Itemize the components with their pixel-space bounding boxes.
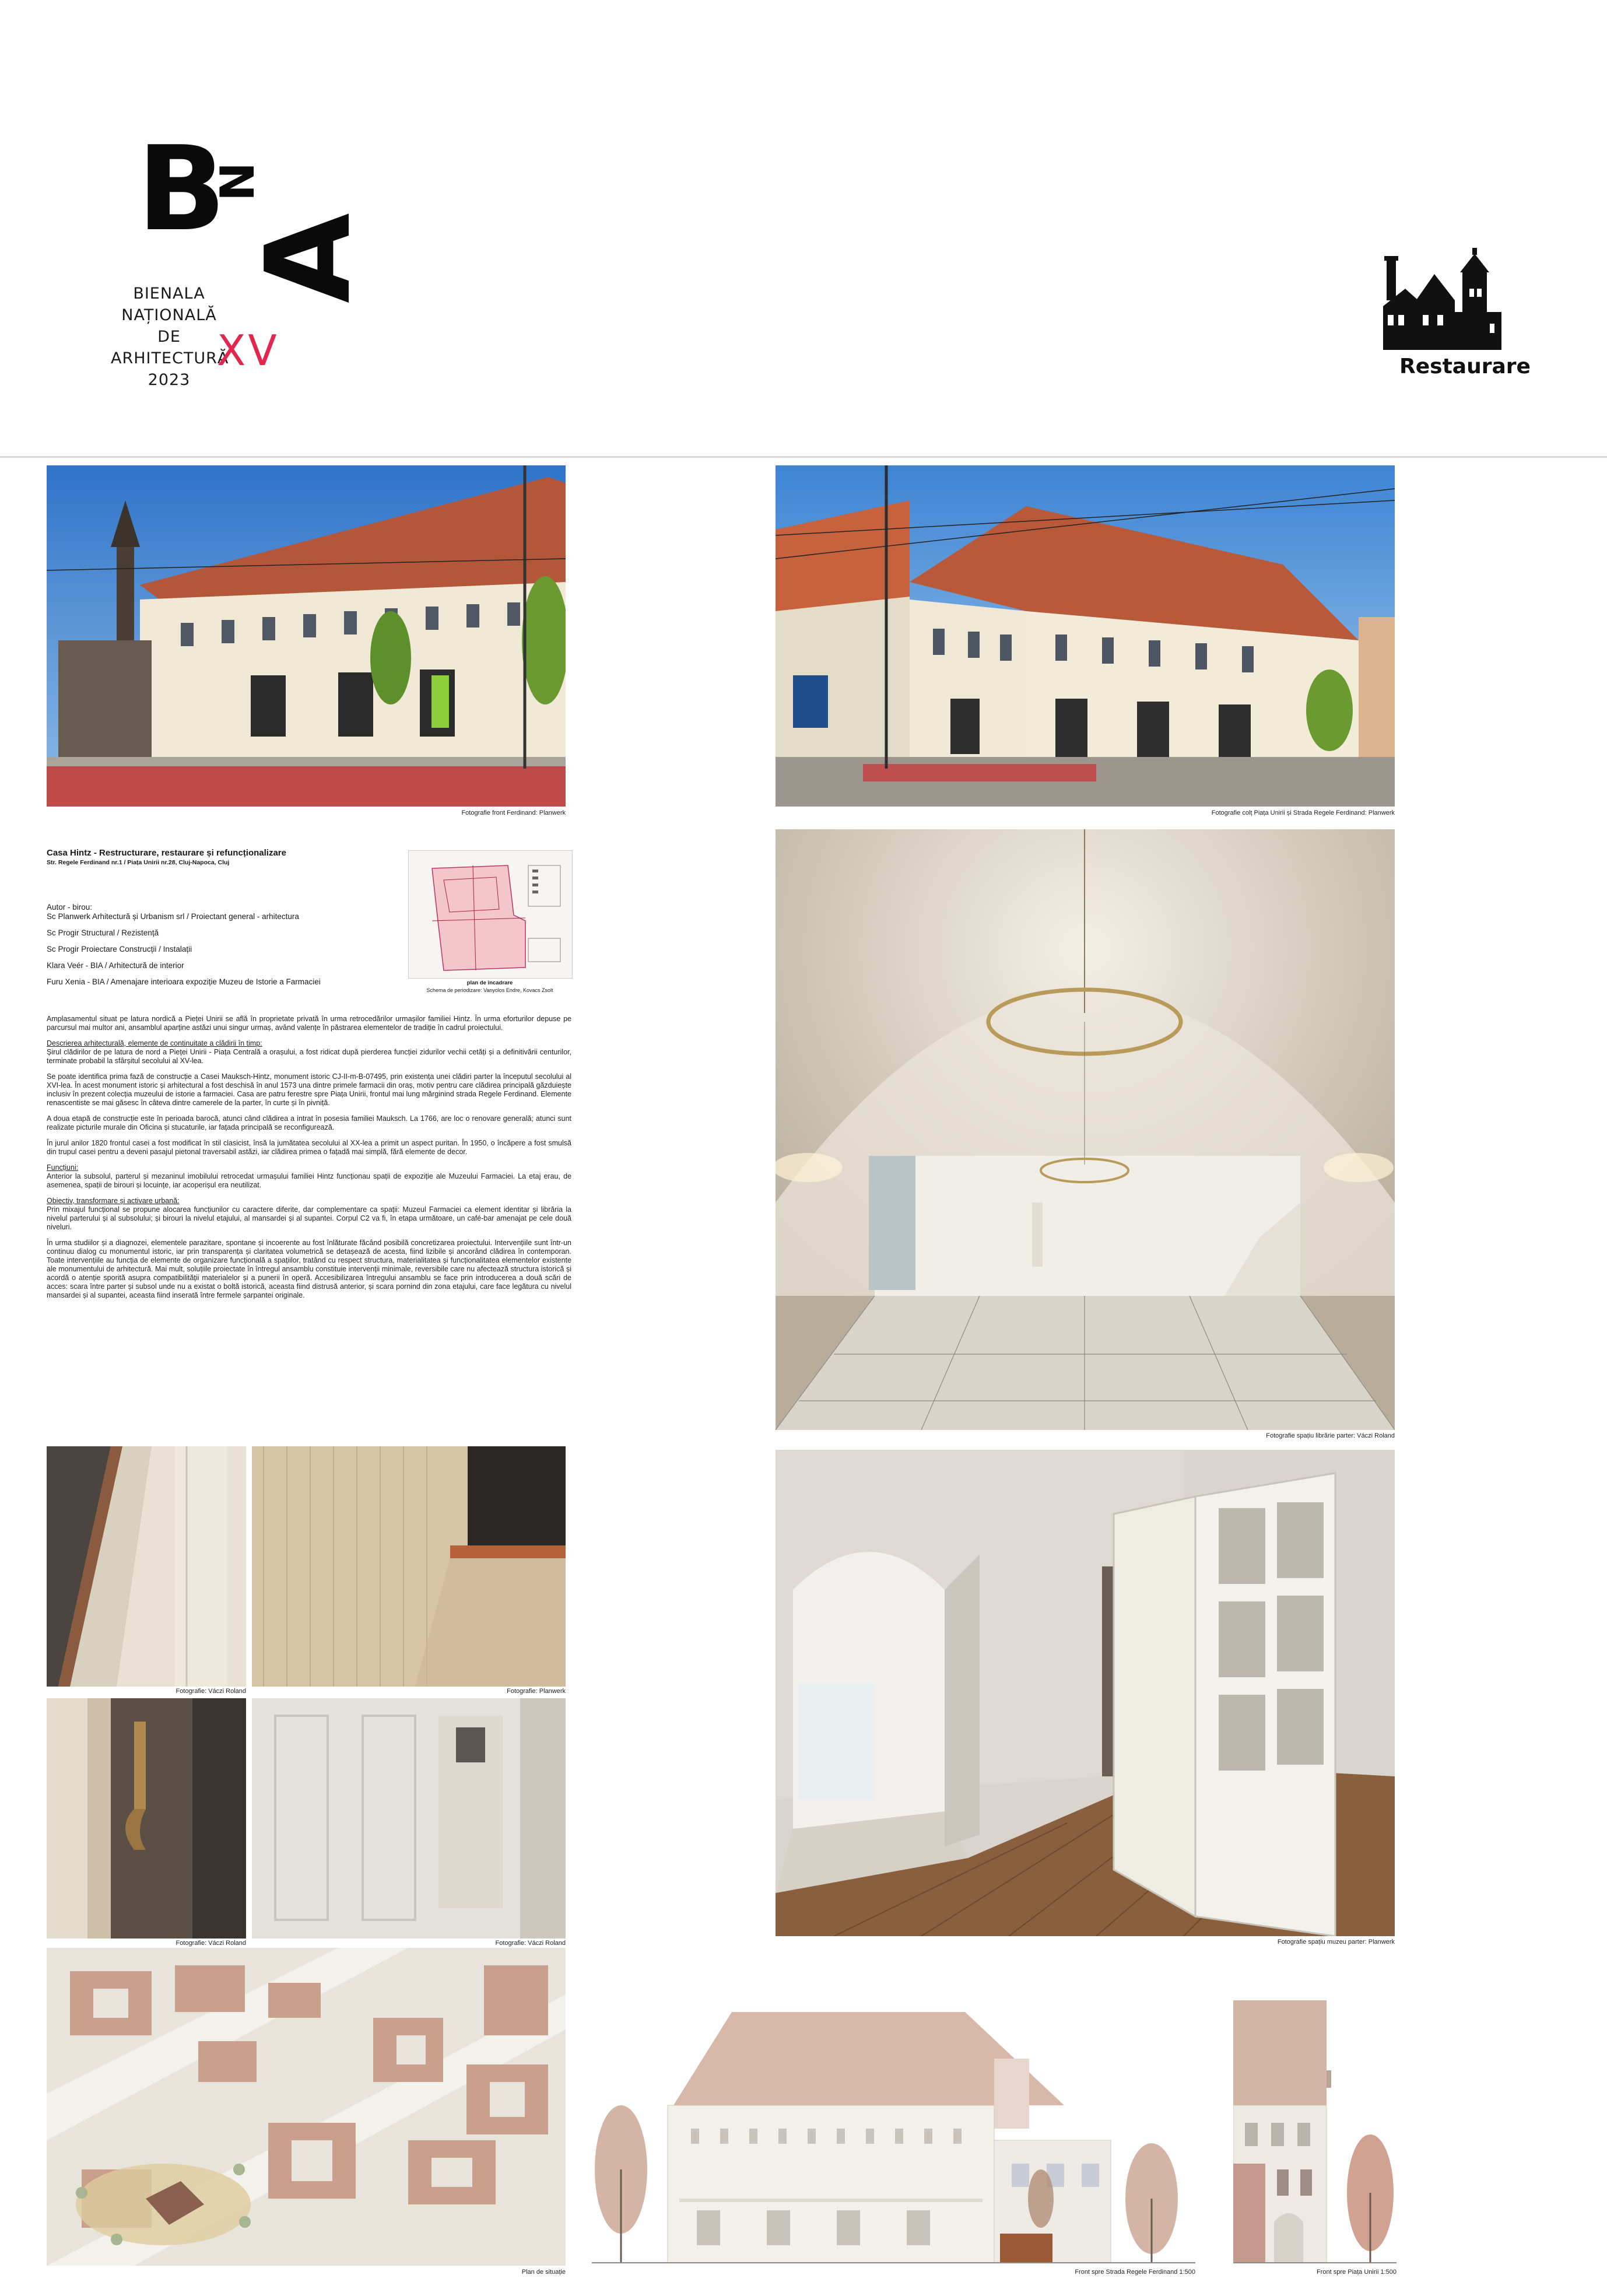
paragraph-text: A doua etapă de construcție este în perioada barocă, atunci când clădirea a intrat în posesia familiei Mauksch. La 1766, are loc o renovare generală; atunci sunt realizate picturile murale din Oficina și stucaturile, iar fațada principală se reconfigurează. (47, 1114, 571, 1131)
elevation-regele-ferdinand (592, 1989, 1195, 2266)
caption-detail-4: Fotografie: Váczi Roland (495, 1940, 566, 1947)
logo-line: BIENALA (133, 285, 205, 303)
project-description (47, 1015, 571, 1307)
paragraph (47, 1114, 571, 1132)
detail-photo-facade-panels (252, 1698, 566, 1939)
logo-line: NAȚIONALĂ (121, 306, 217, 324)
paragraph-text: Se poate identifica prima fază de construcție a Casei Mauksch-Hintz, monument istoric CJ-II-m-B-07495, prin existența unei clădiri parter la începutul secolului al XVI-lea. În acest monument istoric și arhitectural a fost deschisă în anul 1573 una dintre primele farmacii din oraș, motiv pentru care clădirea principală găzduiește inclusiv în prezent colecția muzeului de istorie a farmaciei. Casa are patru ferestre spre Piața Unirii, frontul mai lung mărginind strada Regele Ferdinand. Elemente renascentiste se mai găsesc în câteva dintre camerele de la parter, în curte și în pivniță. (47, 1072, 571, 1107)
credit-item: Sc Planwerk Arhitectură și Urbanism srl / Proiectant general - arhitectura (47, 912, 299, 921)
category-label: Restaurare (1399, 355, 1531, 378)
photo-corner-unirii-ferdinand (776, 465, 1395, 807)
caption-photo-bookstore: Fotografie spațiu librărie parter: Váczi Roland (1266, 1432, 1395, 1439)
paragraph (47, 1239, 571, 1300)
credit-item: Autor - birou: (47, 903, 93, 912)
paragraph (47, 1039, 571, 1065)
paragraph (47, 1197, 571, 1232)
paragraph (47, 1015, 571, 1032)
paragraph-heading: Obiectiv, transformare și activare urbană: (47, 1197, 180, 1205)
detail-photo-cornice (47, 1446, 246, 1687)
photo-front-ferdinand (47, 465, 566, 807)
logo-letter-n: N (210, 162, 265, 201)
paragraph-text: Prin mixajul funcțional se propune alocarea funcțiunilor cu caractere diferite, dar complementare ca spații: Muzeul Farmaciei ca element identitar și librăria la nivelul parterului și al subsolului; și birouri la nivelul etajului, al mansardei și al supantei. Corpul C2 va fi, în etapa următoare, un café-bar amenajat pe cele două niveluri. (47, 1205, 571, 1231)
logo-letter-a: A (241, 213, 377, 303)
credit-item: Klara Veér - BIA / Arhitectură de interior (47, 961, 184, 970)
paragraph-text: În urma studiilor și a diagnozei, elementele parazitare, spontane și incoerente au fost înlăturate făcând posibilă concretizarea proiectului. Intervențiile sunt într-un continuu dialog cu monumentul istoric, iar prin transparența și claritatea volumetrică se detașează de acesta, fiind lizibile și ancorând clădirea în contemporan. Toate intervențiile au funcția de elemente de organizare funcțională a spațiilor, tratând cu respect structura, materialitatea și funcționalitatea elementelor existente ale monumentului de arhitectură. Mai mult, soluțiile proiectate în întregul ansamblu constituie intervenții minimale, reversibile care nu afectează structura istorică și acordă o atenție sporită asupra compatibilității materialelor și a punerii în operă. Accesibilizarea întregului ansamblu se face prin introducerea a două scări de acces: scara între parter și subsol unde nu a existat o boltă istorică, aceasta fiind distrusă anterior, și scara pornind din zona etajului, care face legătura cu nivelul mansardei și al supantei, aceasta fiind inserată între fermele șarpantei originale. (47, 1239, 571, 1299)
paragraph-text: În jurul anilor 1820 frontul casei a fost modificat în stil clasicist, însă la jumătatea secolului al XX-lea a primit un aspect puritan. În 1950, o încăpere a fost smulsă din trupul casei pentru a deveni pasajul pietonal traversabil astăzi, iar clădirea primea o fațadă mai simplă, fără elemente de decor. (47, 1139, 571, 1156)
project-address: Str. Regele Ferdinand nr.1 / Piața Unirii nr.28, Cluj-Napoca, Cluj (47, 859, 230, 866)
paragraph-text: Șirul clădirilor de pe latura de nord a Pieței Unirii - Piața Centrală a orașului, a fost ridicat după pierderea funcției zidurilor vechii cetăți și a definitivării centurilor, terminate probabil la sfârșitul secolului al XV-lea. (47, 1048, 571, 1065)
paragraph (47, 1072, 571, 1107)
detail-photo-copper-sill (252, 1446, 566, 1687)
location-plan-subcaption: Schema de periodizare: Vanyolos Endre, Kovacs Zsolt (426, 987, 553, 993)
photo-bookstore-interior (776, 829, 1395, 1430)
caption-detail-3: Fotografie: Váczi Roland (176, 1940, 246, 1947)
location-plan-caption: plan de încadrare (466, 980, 513, 986)
logo-line: ARHITECTURĂ (111, 349, 229, 367)
credit-item: Sc Progir Structural / Rezistență (47, 928, 159, 937)
caption-site-plan: Plan de situație (521, 2269, 566, 2276)
paragraph-heading: Descrierea arhitecturală, elemente de continuitate a clădirii în timp: (47, 1039, 262, 1047)
paragraph-text: Amplasamentul situat pe latura nordică a Pieței Unirii se află în proprietate privată în urma retrocedărilor urmașilor familiei Hintz. În urma eforturilor depuse pe parcursul mai multor ani, ansamblul aparține astăzi unui singur urmaș, având valențe în păstrarea elementelor de tradiție în cadrul proiectului. (47, 1015, 571, 1032)
logo-letter-b: B (137, 121, 226, 257)
project-title: Casa Hintz - Restructurare, restaurare și refuncționalizare (47, 848, 286, 858)
site-plan (47, 1948, 566, 2266)
photo-museum-interior (776, 1450, 1395, 1936)
caption-detail-2: Fotografie: Planwerk (507, 1688, 566, 1695)
logo-line: 2023 (148, 371, 191, 389)
caption-elevation-2: Front spre Piața Unirii 1:500 (1317, 2269, 1397, 2276)
caption-photo-front-ferdinand: Fotografie front Ferdinand: Planwerk (461, 809, 566, 816)
caption-photo-corner: Fotografie colț Piața Unirii și Strada Regele Ferdinand: Planwerk (1211, 809, 1395, 816)
paragraph-text: Anterior la subsolul, parterul și mezaninul imobilului retrocedat urmașului familiei Hintz funcționau spații de expoziție ale Muzeului Farmaciei. La etaj erau, de asemenea, spații de birouri și locuințe, iar acoperișul era neutilizat. (47, 1172, 571, 1189)
credits-list (47, 903, 385, 994)
paragraph (47, 1163, 571, 1190)
paragraph (47, 1139, 571, 1156)
restaurare-building-icon (1382, 248, 1504, 350)
paragraph-heading: Funcțiuni: (47, 1163, 79, 1172)
elevation-piata-unirii (1233, 2000, 1397, 2266)
header-divider (0, 456, 1607, 458)
poster-header (0, 0, 1607, 455)
location-plan (408, 850, 573, 979)
logo-edition: XV (217, 326, 279, 375)
caption-detail-1: Fotografie: Váczi Roland (176, 1688, 246, 1695)
caption-photo-museum: Fotografie spațiu muzeu parter: Planwerk (1277, 1939, 1395, 1946)
detail-photo-door-handle (47, 1698, 246, 1939)
credit-item: Sc Progir Proiectare Construcții / Instalații (47, 945, 192, 954)
credit-item: Furu Xenia - BIA / Amenajare interioara expoziție Muzeu de Istorie a Farmaciei (47, 977, 321, 986)
logo-line: DE (157, 328, 181, 346)
caption-elevation-1: Front spre Strada Regele Ferdinand 1:500 (1075, 2269, 1195, 2276)
logo-wordmark (111, 283, 227, 391)
